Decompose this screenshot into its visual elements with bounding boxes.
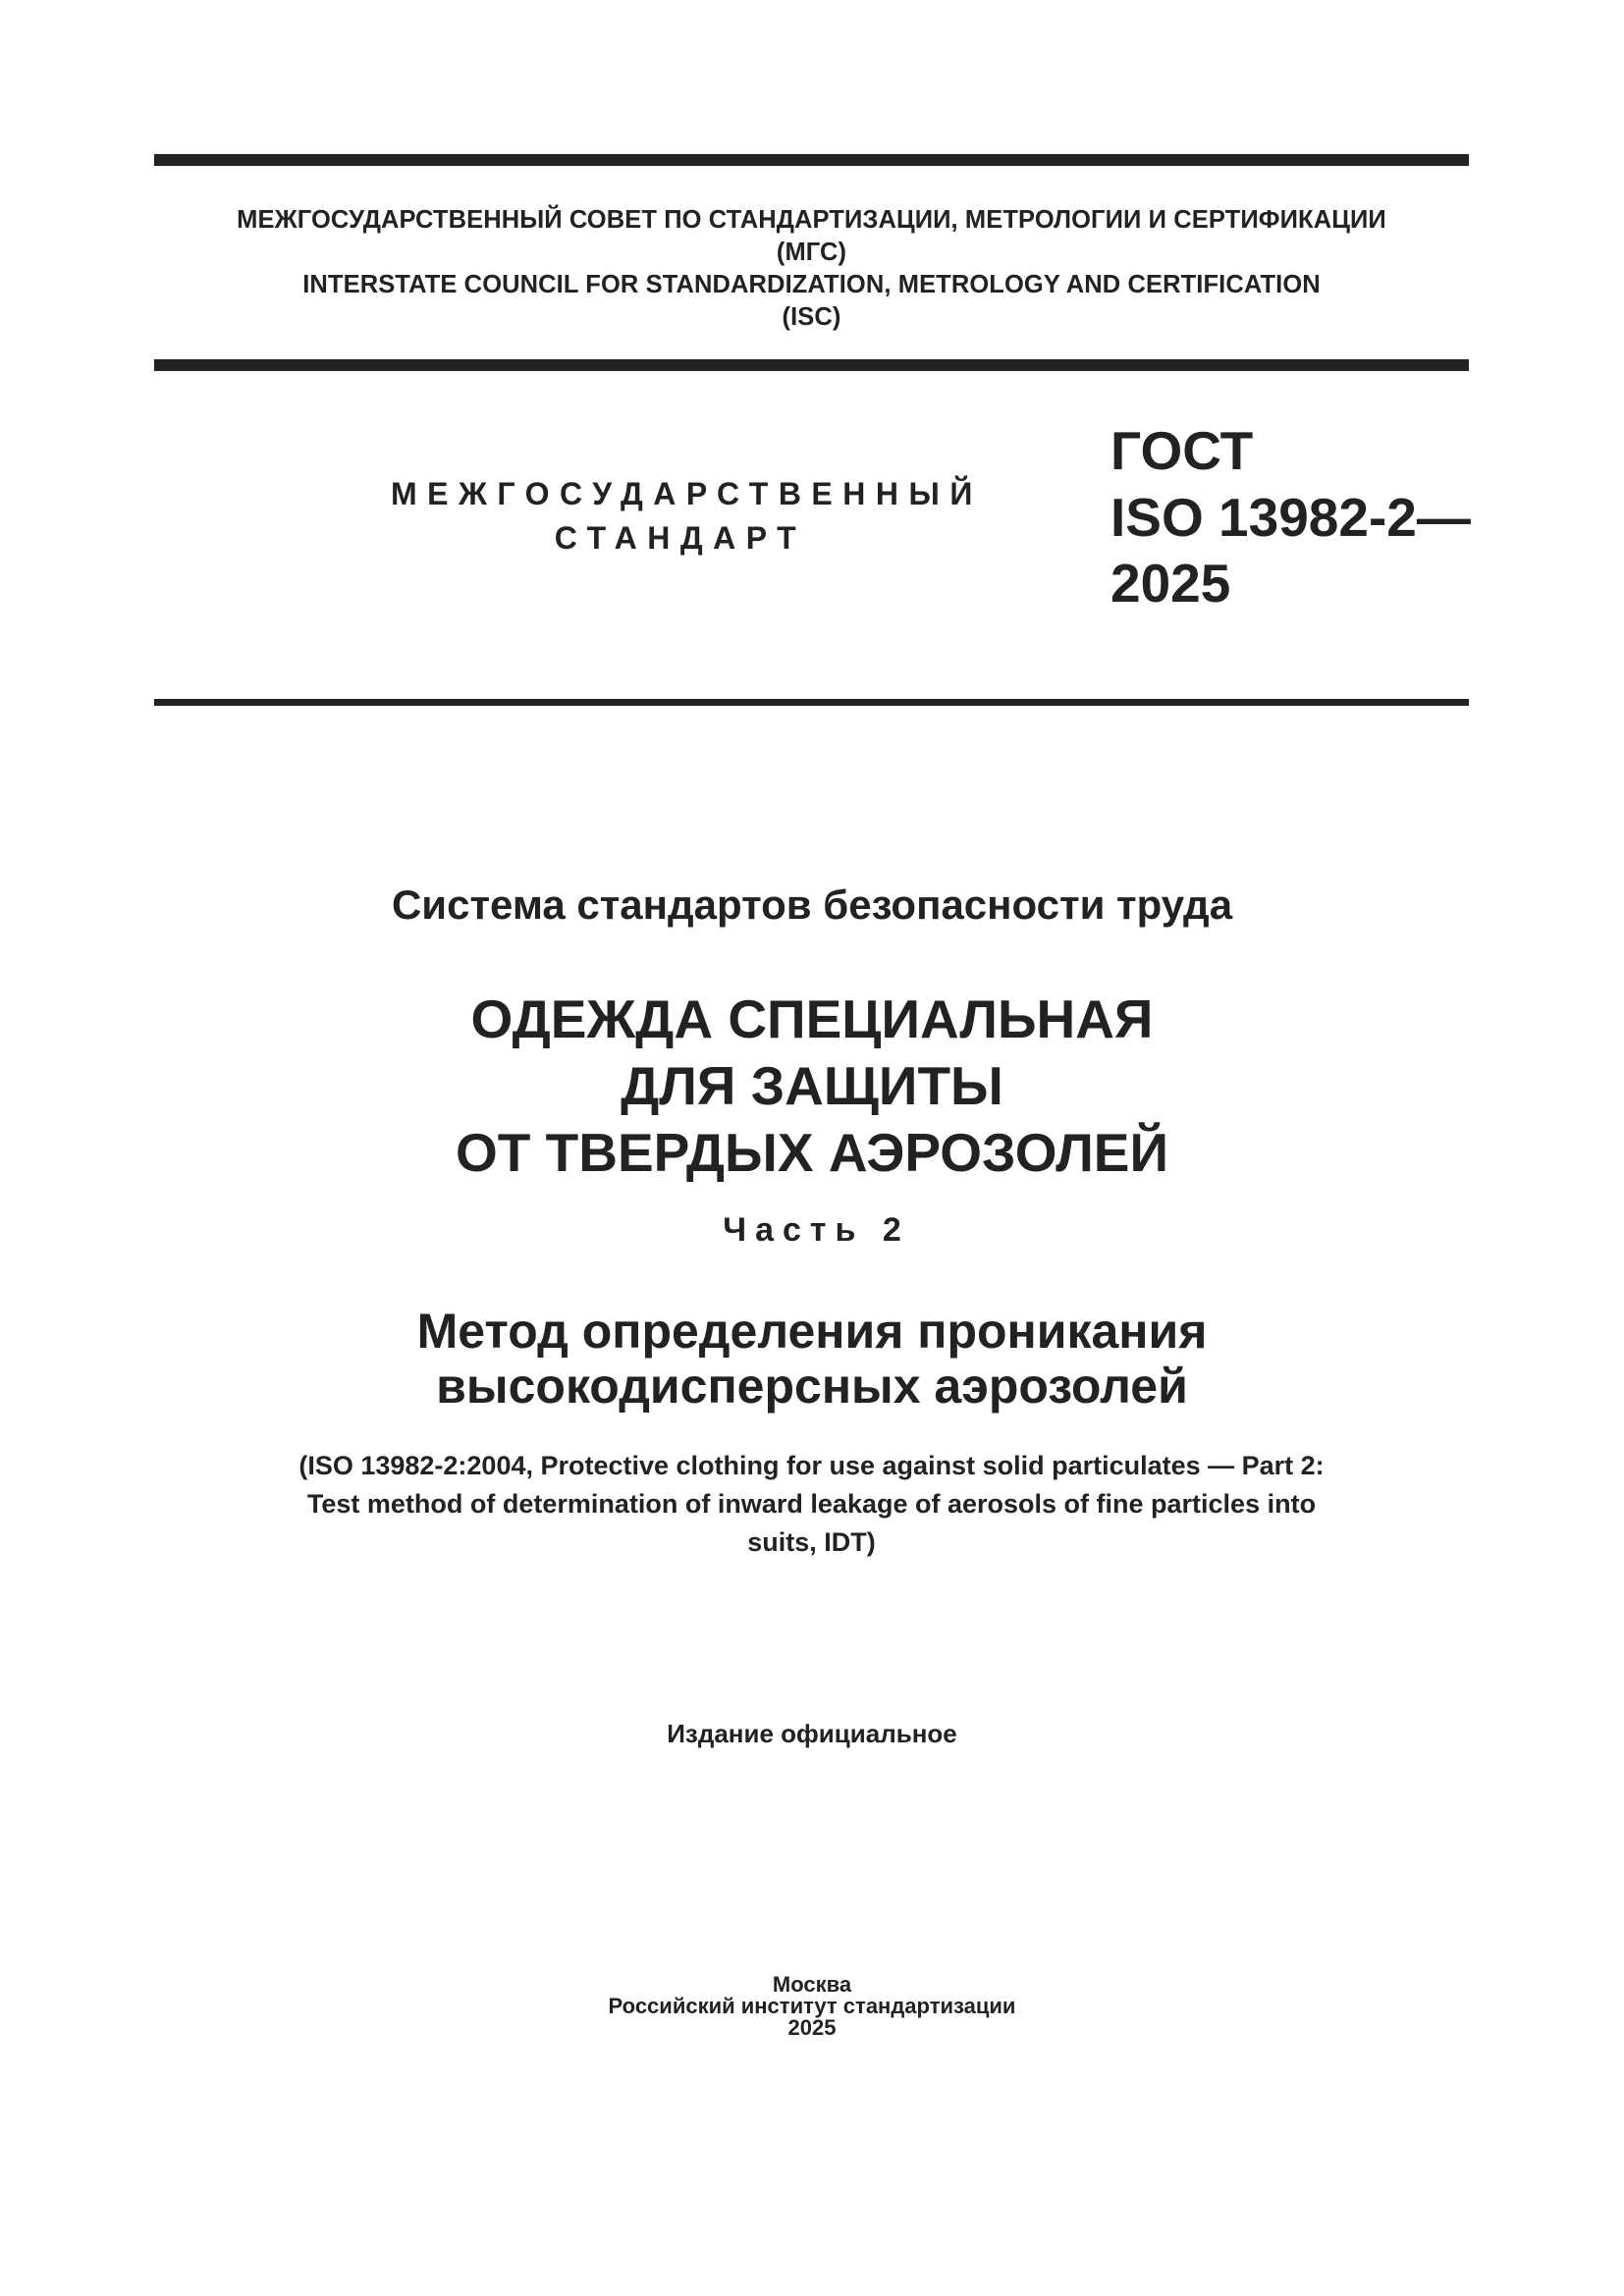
council-abbr-en: (ISC) <box>782 303 841 331</box>
standard-type <box>381 472 983 561</box>
part-label: Часть 2 <box>723 1211 910 1249</box>
imprint-year: 2025 <box>787 2015 837 2040</box>
council-abbr-ru: (МГС) <box>776 239 847 266</box>
series-title: Система стандартов безопасности труда <box>391 881 1233 928</box>
designation-divider-rule <box>154 699 1469 706</box>
standard-type-line-2: СТАНДАРТ <box>554 520 807 556</box>
standards-series-title <box>0 881 1624 930</box>
designation-iso-number: ISO 13982-2— <box>1110 486 1471 548</box>
iso-reference-line-2: Test method of determination of inward leakage of aerosols of fine particles into <box>306 1489 1317 1519</box>
subtitle-line-2: высокодисперсных аэрозолей <box>436 1359 1188 1414</box>
designation-gost: ГОСТ <box>1110 420 1254 481</box>
publisher-imprint <box>0 1974 1624 2039</box>
main-title-line-1: ОДЕЖДА СПЕЦИАЛЬНАЯ <box>470 988 1154 1049</box>
council-name-ru: МЕЖГОСУДАРСТВЕННЫЙ СОВЕТ ПО СТАНДАРТИЗАЦИИ, МЕТРОЛОГИИ И СЕРТИФИКАЦИИ <box>237 206 1386 234</box>
iso-reference <box>154 1447 1469 1562</box>
iso-reference-line-3: suits, IDT) <box>747 1527 876 1557</box>
part-subtitle <box>0 1304 1624 1414</box>
part-number <box>0 1210 1624 1250</box>
edition-label: Издание официальное <box>667 1719 957 1748</box>
designation-year: 2025 <box>1110 553 1231 614</box>
main-title <box>0 986 1624 1186</box>
standard-type-line-1: МЕЖГОСУДАРСТВЕННЫЙ <box>391 476 983 511</box>
imprint-publisher: Российский институт стандартизации <box>608 1994 1016 2018</box>
top-rule <box>154 154 1469 166</box>
main-title-line-2: ДЛЯ ЗАЩИТЫ <box>621 1055 1003 1116</box>
subtitle-line-1: Метод определения проникания <box>416 1304 1208 1359</box>
iso-reference-line-1: (ISO 13982-2:2004, Protective clothing for use against solid particulates — Part 2: <box>298 1451 1325 1480</box>
council-name-en: INTERSTATE COUNCIL FOR STANDARDIZATION, METROLOGY AND CERTIFICATION <box>302 271 1321 298</box>
edition-note <box>0 1719 1624 1748</box>
main-title-line-3: ОТ ТВЕРДЫХ АЭРОЗОЛЕЙ <box>455 1122 1169 1183</box>
standard-designation <box>1110 418 1471 617</box>
council-header <box>154 204 1469 334</box>
imprint-city: Москва <box>772 1972 852 1997</box>
header-divider-rule <box>154 359 1469 371</box>
